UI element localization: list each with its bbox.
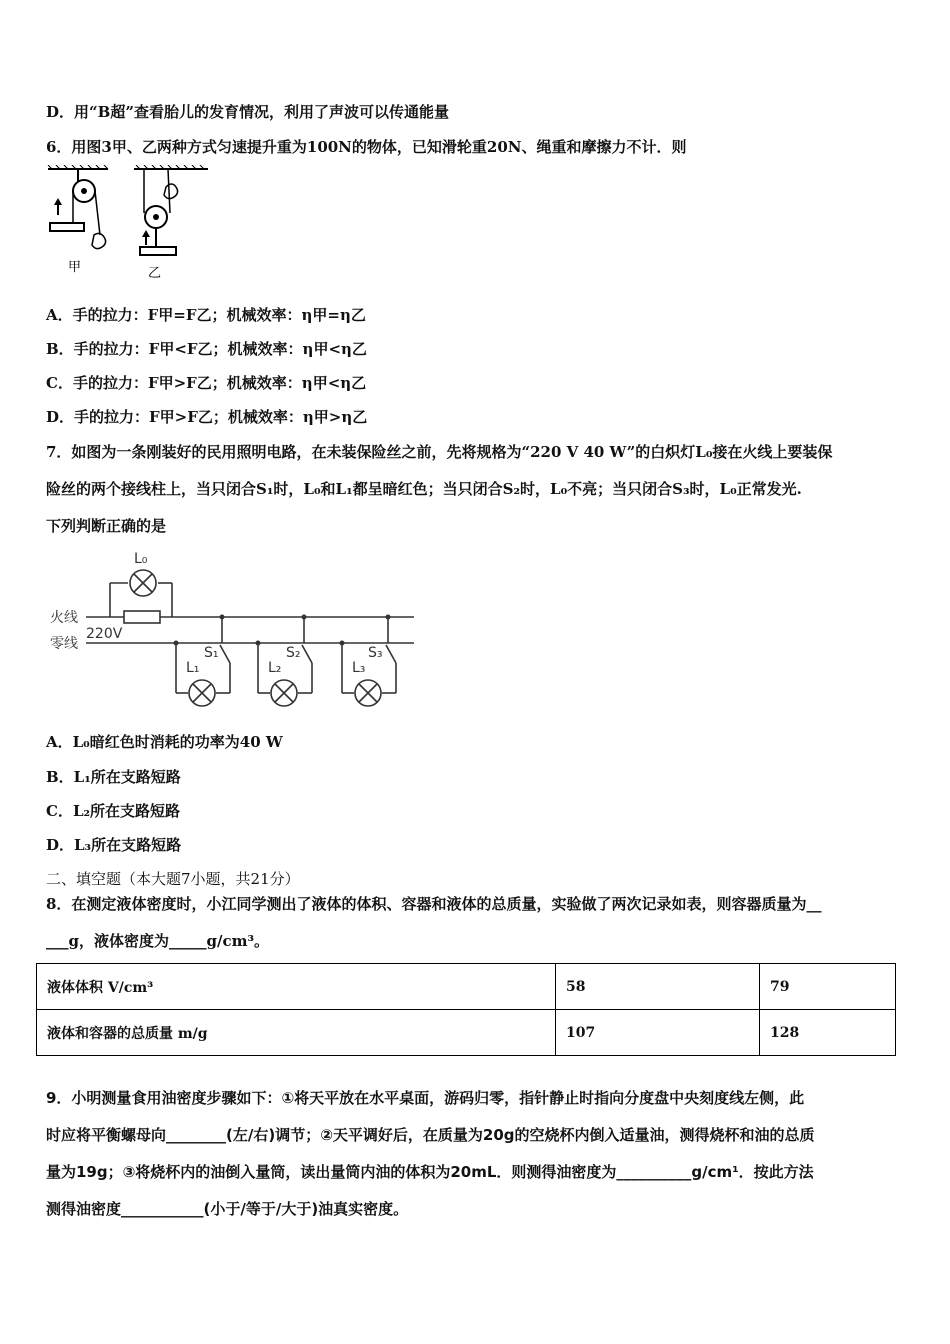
- switch-s3: [386, 645, 396, 663]
- pulley-jia-label: 甲: [68, 260, 82, 275]
- q8-line-2: ___g，液体密度为_____g/cm³。: [46, 932, 270, 950]
- table-cell: 128: [760, 1010, 896, 1056]
- l0-label: L₀: [134, 551, 148, 567]
- q9-line-1: 9．小明测量食用油密度步骤如下：①将天平放在水平桌面，游码归零，指针静止时指向分度盘中央刻度线左侧，此: [46, 1089, 805, 1107]
- q7-option-a: A．L₀暗红色时消耗的功率为40 W: [46, 733, 283, 751]
- q7-option-b: B．L₁所在支路短路: [46, 768, 181, 786]
- section-2-title: 二、填空题（本大题7小题，共21分）: [46, 870, 300, 888]
- q9-line-4: 测得油密度___________(小于/等于/大于)油真实密度。: [46, 1200, 409, 1218]
- q7-stem-line-3: 下列判断正确的是: [46, 517, 167, 535]
- pulley-jia-diagram: [48, 165, 108, 275]
- q6-option-a: A．手的拉力：F甲=F乙；机械效率：η甲=η乙: [46, 306, 366, 324]
- q9-line-2: 时应将平衡螺母向________(左/右)调节；②天平调好后，在质量为20g的空烧杯内倒入适量油，测得烧杯和油的总质: [46, 1126, 815, 1144]
- l1-label: L₁: [186, 660, 200, 676]
- switch-s1: [220, 645, 230, 663]
- table-cell: 58: [556, 964, 760, 1010]
- q7-option-c: C．L₂所在支路短路: [46, 802, 181, 820]
- circuit-diagram: [46, 545, 418, 710]
- q6-option-b: B．手的拉力：F甲<F乙；机械效率：η甲<η乙: [46, 340, 367, 358]
- fuse-terminals: [124, 611, 160, 623]
- q8-data-table: [36, 963, 896, 1056]
- voltage-label: 220V: [86, 626, 123, 642]
- q6-stem: 6．用图3甲、乙两种方式匀速提升重为100N的物体，已知滑轮重20N、绳重和摩擦力不计．则: [46, 138, 687, 156]
- q8-line-1: 8．在测定液体密度时，小江同学测出了液体的体积、容器和液体的总质量，实验做了两次记录如表，则容器质量为__: [46, 895, 822, 913]
- q7-option-d: D．L₃所在支路短路: [46, 836, 182, 854]
- table-cell: 107: [556, 1010, 760, 1056]
- pulley-yi-diagram: [134, 165, 208, 281]
- live-wire-label: 火线: [50, 610, 78, 626]
- table-cell: 液体和容器的总质量 m/g: [37, 1010, 556, 1056]
- l2-label: L₂: [268, 660, 282, 676]
- s2-label: S₂: [286, 645, 301, 661]
- s1-label: S₁: [204, 645, 219, 661]
- switch-s2: [302, 645, 312, 663]
- q7-stem-line-1: 7．如图为一条刚装好的民用照明电路，在未装保险丝之前，先将规格为“220 V 40 W”的白炽灯L₀接在火线上要装保: [46, 443, 833, 461]
- table-row: [37, 964, 896, 1010]
- q9-line-3: 量为19g；③将烧杯内的油倒入量筒，读出量筒内油的体积为20mL．则测得油密度为__________g/cm¹．按此方法: [46, 1163, 814, 1181]
- pulley-yi-label: 乙: [148, 266, 162, 281]
- q6-option-c: C．手的拉力：F甲>F乙；机械效率：η甲<η乙: [46, 374, 367, 392]
- pulley-figure: [44, 165, 224, 283]
- neutral-wire-label: 零线: [50, 636, 78, 652]
- q6-option-d: D．手的拉力：F甲>F乙；机械效率：η甲>η乙: [46, 408, 368, 426]
- l3-label: L₃: [352, 660, 366, 676]
- table-row: [37, 1010, 896, 1056]
- q5-option-d: D．用“B超”查看胎儿的发育情况，利用了声波可以传通能量: [46, 103, 449, 121]
- s3-label: S₃: [368, 645, 383, 661]
- table-cell: 79: [760, 964, 896, 1010]
- q7-stem-line-2: 险丝的两个接线柱上，当只闭合S₁时，L₀和L₁都呈暗红色；当只闭合S₂时，L₀不亮；当只闭合S₃时，L₀正常发光.: [46, 480, 802, 498]
- table-cell: 液体体积 V/cm³: [37, 964, 556, 1010]
